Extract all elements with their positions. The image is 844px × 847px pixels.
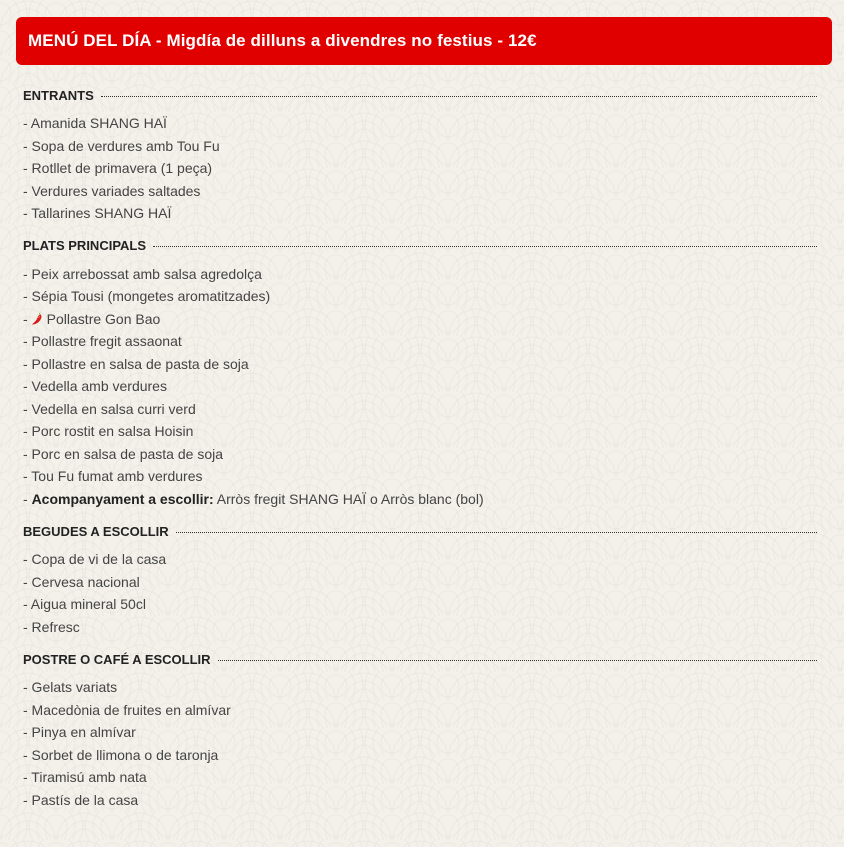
accompaniment-label: Acompanyament a escollir:	[31, 490, 214, 507]
chili-pepper-icon	[30, 312, 44, 326]
menu-title: MENÚ DEL DÍA - Migdía de dilluns a divendres no festius - 12€	[28, 31, 537, 50]
list-item: - Pastís de la casa	[23, 791, 139, 808]
list-item: - Cervesa nacional	[23, 573, 140, 590]
menu-content	[23, 83, 817, 820]
list-item-accompaniment	[23, 488, 817, 511]
list-item: - Porc rostit en salsa Hoisin	[23, 423, 194, 439]
section-title: BEGUDES A ESCOLLIR	[23, 523, 169, 539]
list-item: - Rotllet de primavera (1 peça)	[23, 160, 213, 176]
section-begudes	[23, 519, 817, 638]
list-item: - Gelats variats	[23, 679, 118, 695]
list-item-spicy	[23, 308, 817, 331]
item-list	[23, 548, 817, 638]
list-item: - Sopa de verdures amb Tou Fu	[23, 137, 220, 154]
list-item: - Pollastre fregit assaonat	[23, 333, 182, 349]
list-item: - Vedella amb verdures	[23, 378, 167, 394]
list-item: - Amanida SHANG HAÏ	[23, 115, 167, 131]
item-prefix: -	[23, 490, 28, 507]
section-postre-cafe	[23, 647, 817, 811]
item-list	[23, 676, 817, 811]
list-item: - Sépia Tousi (mongetes aromatitzades)	[23, 288, 271, 304]
accompaniment-text: Arròs fregit SHANG HAÏ o Arròs blanc (bol)	[216, 490, 484, 507]
list-item: - Sorbet de llimona o de taronja	[23, 746, 219, 763]
section-heading	[23, 234, 817, 258]
section-title: ENTRANTS	[23, 87, 94, 103]
item-list	[23, 263, 817, 511]
list-item: - Tou Fu fumat amb verdures	[23, 468, 203, 484]
dotted-divider	[218, 660, 817, 661]
list-item: - Tiramisú amb nata	[23, 769, 147, 785]
item-prefix: -	[23, 310, 28, 327]
section-plats-principals	[23, 234, 817, 511]
item-text: Pollastre Gon Bao	[46, 310, 161, 327]
item-list	[23, 112, 817, 225]
list-item: - Peix arrebossat amb salsa agredolça	[23, 265, 262, 282]
list-item: - Tallarines SHANG HAÏ	[23, 205, 172, 221]
dotted-divider	[153, 246, 817, 247]
section-heading	[23, 647, 817, 671]
list-item: - Vedella en salsa curri verd	[23, 400, 196, 417]
list-item: - Aigua mineral 50cl	[23, 596, 146, 612]
list-item: - Porc en salsa de pasta de soja	[23, 445, 224, 462]
list-item: - Verdures variades saltades	[23, 182, 201, 199]
dotted-divider	[176, 532, 817, 533]
list-item: - Copa de vi de la casa	[23, 551, 167, 567]
list-item: - Pollastre en salsa de pasta de soja	[23, 355, 249, 372]
list-item: - Pinya en almívar	[23, 724, 136, 740]
dotted-divider	[101, 96, 817, 97]
section-title: PLATS PRINCIPALS	[23, 238, 147, 253]
section-heading	[23, 83, 817, 107]
menu-header	[16, 17, 832, 65]
section-entrants	[23, 83, 817, 225]
section-title: POSTRE O CAFÉ A ESCOLLIR	[23, 651, 211, 667]
list-item: - Macedònia de fruites en almívar	[23, 701, 231, 718]
section-heading	[23, 519, 817, 543]
list-item: - Refresc	[23, 618, 80, 635]
